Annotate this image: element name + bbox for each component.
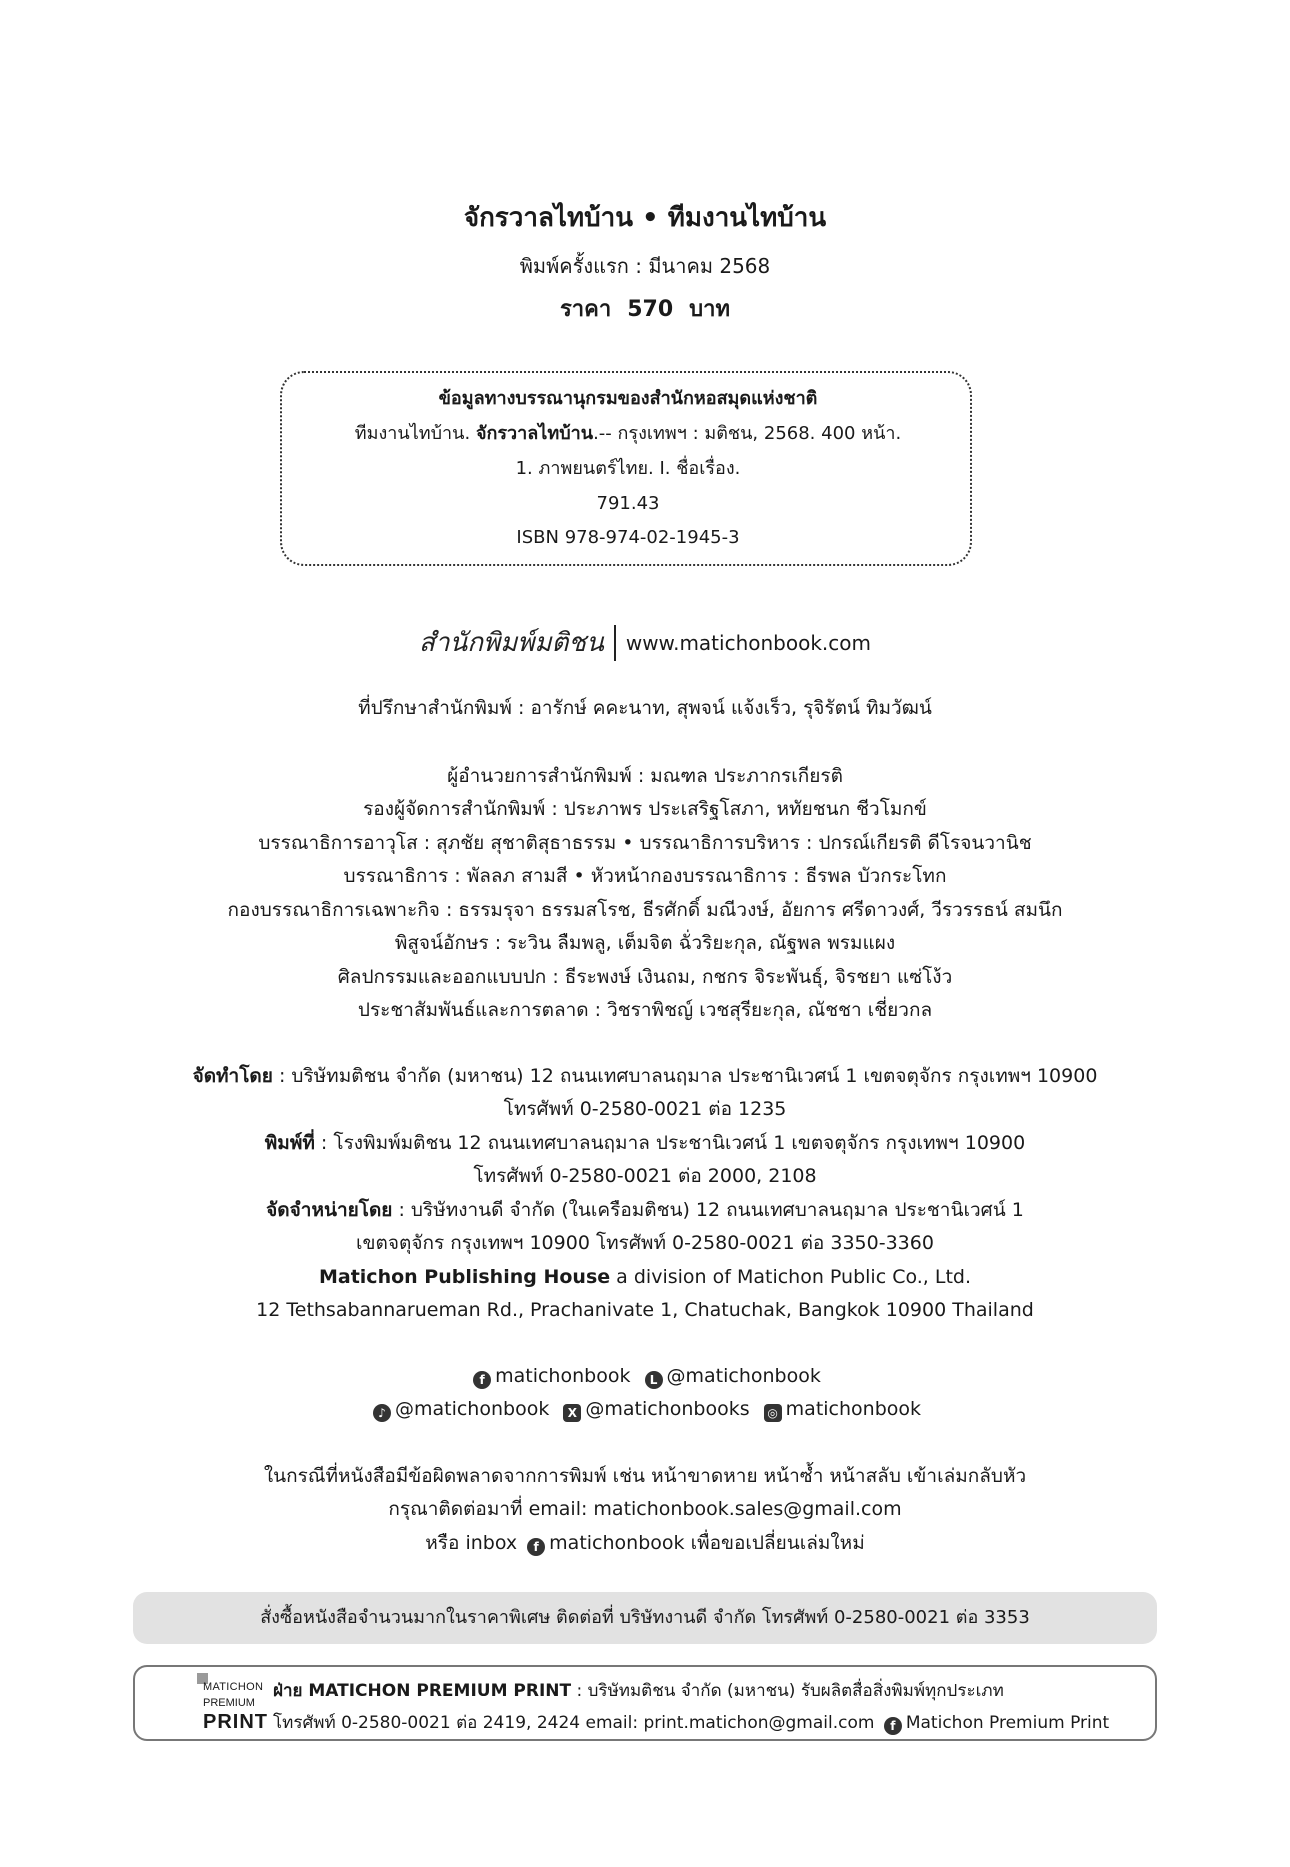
social-line[interactable]: @matichonbook	[666, 1365, 821, 1387]
printed-label: พิมพ์ที่	[264, 1132, 315, 1154]
x-icon: X	[563, 1404, 581, 1422]
premium-print-contact	[273, 1709, 1109, 1736]
cip-box	[280, 371, 972, 566]
book-title: จักรวาลไทบ้าน • ทีมงานไทบ้าน	[463, 203, 827, 233]
cip-heading: ข้อมูลทางบรรณานุกรมของสำนักหอสมุดแห่งชาติ	[438, 388, 818, 409]
cip-isbn: ISBN 978-974-02-1945-3	[516, 527, 740, 548]
staff-line: ประชาสัมพันธ์และการตลาด : วิชราพิชญ์ เวชสุรียะกุล, ณัชชา เชี่ยวกล	[357, 999, 933, 1021]
errata-line2: กรุณาติดต่อมาที่ email: matichonbook.sales@gmail.com	[388, 1498, 902, 1520]
staff-line: ผู้อำนวยการสำนักพิมพ์ : มณฑล ประภากรเกียรติ	[447, 765, 843, 787]
made-by-text: : บริษัทมติชน จำกัด (มหาชน) 12 ถนนเทศบาลนฤมาล ประชานิเวศน์ 1 เขตจตุจักร กรุงเทพฯ 10900	[272, 1065, 1098, 1087]
errata-page[interactable]: matichonbook	[549, 1532, 685, 1554]
dept-label: ฝ่าย MATICHON PREMIUM PRINT	[273, 1681, 572, 1701]
english-address: 12 Tethsabannarueman Rd., Prachanivate 1, Chatuchak, Bangkok 10900 Thailand	[256, 1299, 1034, 1321]
contact-text: โทรศัพท์ 0-2580-0021 ต่อ 2419, 2424 email: print.matichon@gmail.com	[273, 1713, 875, 1733]
logo-line1: MATICHON	[203, 1681, 264, 1693]
price	[0, 297, 1290, 323]
facebook-icon: f	[473, 1371, 491, 1389]
price-value: 570	[627, 297, 674, 322]
premium-print-box	[133, 1665, 1157, 1741]
premium-print-logo	[197, 1673, 267, 1735]
edition-info: พิมพ์ครั้งแรก : มีนาคม 2568	[519, 254, 771, 278]
cip-classification: 791.43	[596, 493, 660, 514]
staff-line: กองบรรณาธิการเฉพาะกิจ : ธรรมรุจา ธรรมสโรช, ธีรศักดิ์ มณีวงษ์, อัยการ ศรีดาวงศ์, วีรวรรธน์ สมนึก	[227, 899, 1063, 921]
facebook-icon: f	[527, 1538, 545, 1556]
english-name: Matichon Publishing House	[318, 1266, 611, 1288]
distributed-by	[0, 1197, 1290, 1223]
errata-line1: ในกรณีที่หนังสือมีข้อผิดพลาดจากการพิมพ์ เช่น หน้าขาดหาย หน้าซ้ำ หน้าสลับ เข้าเล่มกลับหัว	[263, 1465, 1027, 1487]
premium-print-facebook[interactable]: Matichon Premium Print	[905, 1713, 1110, 1733]
made-by	[0, 1063, 1290, 1089]
errata-suffix: เพื่อขอเปลี่ยนเล่มใหม่	[690, 1532, 865, 1554]
premium-print-dept	[273, 1677, 1004, 1704]
staff-line: รองผู้จัดการสำนักพิมพ์ : ประภาพร ประเสริฐโสภา, หทัยชนก ชีวโมกข์	[363, 798, 927, 820]
logo-line3: PRINT	[203, 1711, 268, 1733]
instagram-icon: ◎	[764, 1404, 782, 1422]
publisher-website[interactable]: www.matichonbook.com	[625, 631, 871, 655]
bulk-order-bar: สั่งซื้อหนังสือจำนวนมากในราคาพิเศษ ติดต่อที่ บริษัทงานดี จำกัด โทรศัพท์ 0-2580-0021 ต่อ 3353	[133, 1592, 1157, 1644]
logo-line2: PREMIUM	[203, 1697, 255, 1709]
printed-phone: โทรศัพท์ 0-2580-0021 ต่อ 2000, 2108	[473, 1165, 817, 1187]
publisher-logo: สำนักพิมพ์มติชน	[419, 625, 616, 661]
errata-line3	[0, 1530, 1290, 1556]
advisors: ที่ปรึกษาสำนักพิมพ์ : อารักษ์ คคะนาท, สุพจน์ แจ้งเร็ว, รุจิรัตน์ ทิมวัฒน์	[358, 697, 932, 719]
publisher-row	[0, 618, 1290, 668]
staff-line: ศิลปกรรมและออกแบบปก : ธีระพงษ์ เงินถม, กชกร จิระพันธุ์, จิรชยา แซ่โง้ว	[337, 966, 953, 988]
dept-text: : บริษัทมติชน จำกัด (มหาชน) รับผลิตสื่อสิ่งพิมพ์ทุกประเภท	[571, 1681, 1004, 1701]
social-row-2	[0, 1396, 1290, 1422]
cip-publication: .-- กรุงเทพฯ : มติชน, 2568. 400 หน้า.	[593, 423, 902, 444]
staff-line: บรรณาธิการ : พัลลภ สามสี • หัวหน้ากองบรรณาธิการ : ธีรพล บัวกระโทก	[343, 865, 947, 887]
errata-prefix: หรือ inbox	[425, 1532, 518, 1554]
price-unit: บาท	[689, 297, 730, 322]
distributed-text2: เขตจตุจักร กรุงเทพฯ 10900 โทรศัพท์ 0-2580-0021 ต่อ 3350-3360	[356, 1232, 934, 1254]
staff-line: พิสูจน์อักษร : ระวิน ลืมพลู, เต็มจิต ฉั่วริยะกุล, ณัฐพล พรมแผง	[394, 932, 896, 954]
cip-author: ทีมงานไทบ้าน.	[354, 423, 471, 444]
distributed-label: จัดจำหน่ายโดย	[266, 1199, 393, 1221]
social-instagram[interactable]: matichonbook	[785, 1398, 922, 1420]
staff-line: บรรณาธิการอาวุโส : สุภชัย สุชาติสุธาธรรม • บรรณาธิการบริหาร : ปกรณ์เกียรติ ดีโรจนวานิช	[258, 832, 1032, 854]
social-x[interactable]: @matichonbooks	[585, 1398, 750, 1420]
price-label: ราคา	[559, 297, 612, 322]
made-by-label: จัดทำโดย	[192, 1065, 273, 1087]
english-division: a division of Matichon Public Co., Ltd.	[610, 1266, 972, 1288]
english-publisher	[0, 1264, 1290, 1290]
printed-at	[0, 1130, 1290, 1156]
facebook-icon: f	[884, 1717, 902, 1735]
social-row-1	[0, 1363, 1290, 1389]
cip-subject: 1. ภาพยนตร์ไทย. I. ชื่อเรื่อง.	[515, 458, 741, 479]
cip-book-title: จักรวาลไทบ้าน	[475, 423, 594, 444]
distributed-text: : บริษัทงานดี จำกัด (ในเครือมติชน) 12 ถนนเทศบาลนฤมาล ประชานิเวศน์ 1	[392, 1199, 1024, 1221]
cip-entry	[282, 422, 974, 446]
tiktok-icon: ♪	[373, 1404, 391, 1422]
line-icon: L	[645, 1371, 663, 1389]
made-by-phone: โทรศัพท์ 0-2580-0021 ต่อ 1235	[503, 1098, 787, 1120]
social-facebook[interactable]: matichonbook	[495, 1365, 631, 1387]
social-tiktok[interactable]: @matichonbook	[394, 1398, 550, 1420]
printed-text: : โรงพิมพ์มติชน 12 ถนนเทศบาลนฤมาล ประชานิเวศน์ 1 เขตจตุจักร กรุงเทพฯ 10900	[314, 1132, 1026, 1154]
